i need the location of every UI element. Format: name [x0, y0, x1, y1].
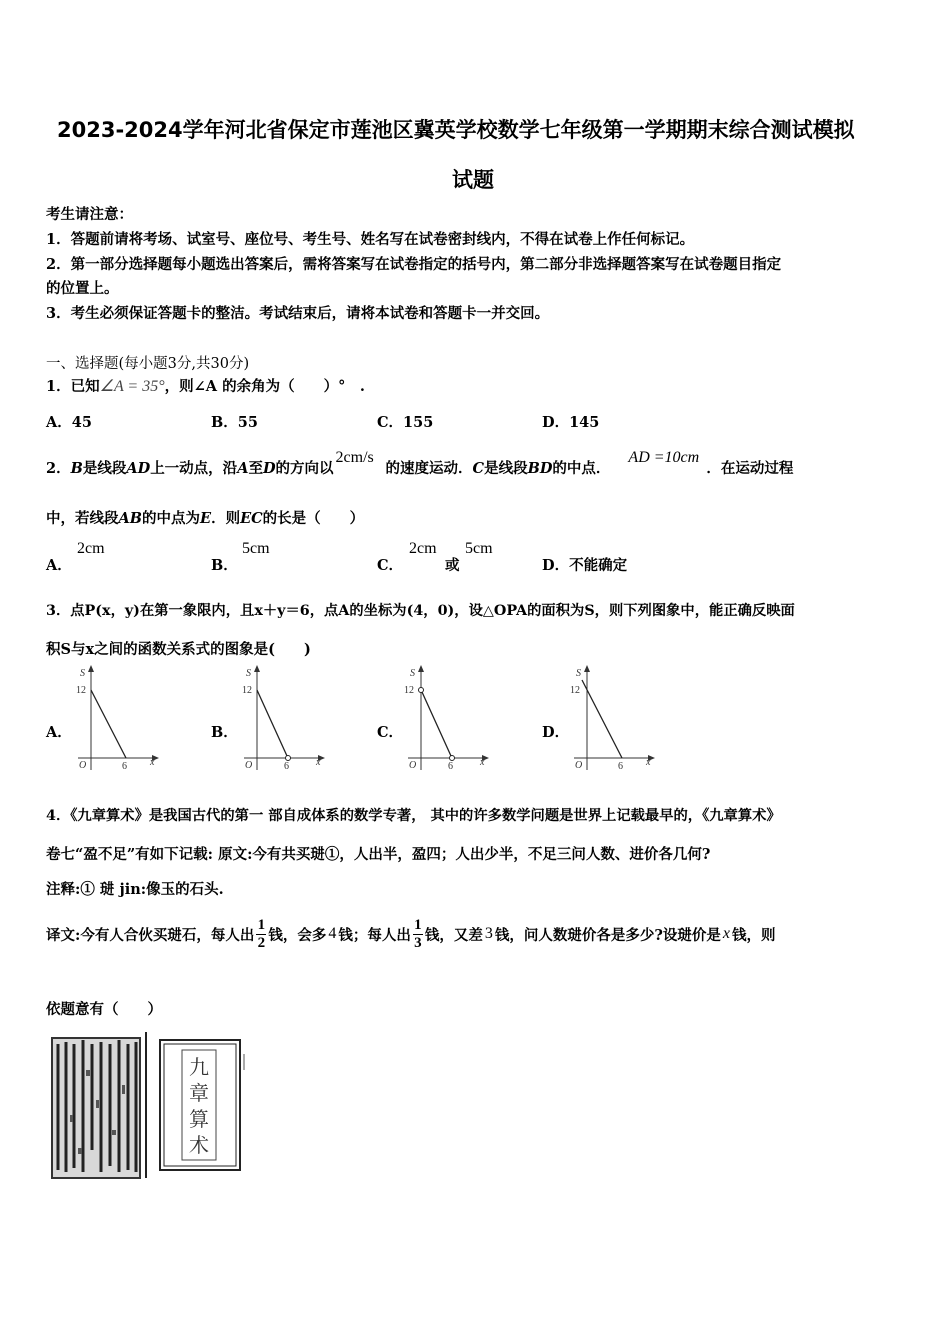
question-4-line-1: 4．《九章算术》是我国古代的第一 部自成体系的数学专著， 其中的许多数学问题是世界上记载最早的，《九章算术》 [46, 808, 781, 824]
q2-var: D [262, 460, 276, 477]
q2-text: 至 [248, 460, 263, 477]
q2-text: 的中点． [552, 460, 611, 477]
graph-line [422, 692, 451, 756]
origin-label: O [575, 760, 583, 771]
q1-option-d: D．145 [542, 414, 600, 431]
q2-var: AB [118, 510, 143, 527]
question-2-line-1 [46, 449, 794, 478]
q2-text: ．在运动过程 [706, 460, 794, 477]
y-label: S [576, 668, 581, 679]
q1-math: ∠A = 35° [99, 378, 165, 395]
notice-item-1: 1．答题前请将考场、试室号、座位号、考生号、姓名写在试卷密封线内，不得在试卷上作任何标记。 [46, 231, 695, 248]
question-2-line-2 [46, 507, 364, 528]
x-label: x [480, 757, 485, 768]
x-tick: 6 [284, 761, 289, 772]
q3-option-c-label: C． [377, 724, 404, 741]
open-endpoint-top [419, 688, 424, 693]
fraction-half [256, 917, 266, 952]
q4-text: 钱，又差 [424, 926, 483, 944]
y-label: S [246, 668, 251, 679]
x-label: x [646, 757, 651, 768]
q2-var: BD [527, 460, 553, 477]
book-char-1: 九 [189, 1055, 209, 1079]
q4-text: 译文:今有人合伙买琎石，每人出 [46, 926, 255, 944]
q2-text: ．则 [211, 510, 241, 527]
x-tick: 6 [618, 761, 623, 772]
denominator: 3 [414, 934, 422, 951]
question-3-line-1: 3．点P(x，y)在第一象限内，且x＋y＝6，点A的坐标为(4，0)，设△OPA的面积为S，则下列图象中，能正确反映面 [46, 603, 795, 619]
q3-graph-b [236, 662, 336, 774]
fraction-third [413, 917, 423, 952]
y-label: S [410, 668, 415, 679]
y-tick: 12 [76, 685, 86, 696]
q2-var: B [70, 460, 83, 477]
q1-option-b: B．55 [211, 414, 258, 431]
book-image [50, 1030, 246, 1180]
question-4-line-4 [46, 912, 775, 956]
q4-text: 钱，则 [731, 926, 776, 944]
question-4-line-3: 注释:① 琎 jin:像玉的石头. [46, 881, 224, 898]
q4-text: 钱；每人出 [338, 926, 411, 944]
q1-option-a: A．45 [46, 414, 92, 431]
q2-text: 的方向以 [275, 460, 334, 477]
page-title-continued: 试题 [452, 168, 494, 192]
x-label: x [316, 757, 321, 768]
notice-item-3: 3．考生必须保证答题卡的整洁。考试结束后，请将本试卷和答题卡一并交回。 [46, 305, 550, 322]
q2-option-b: B． [211, 557, 238, 574]
q4-text: 钱，会多 [268, 926, 327, 944]
graph-line [91, 690, 126, 758]
origin-label: O [79, 760, 87, 771]
origin-label: O [245, 760, 253, 771]
y-tick: 12 [570, 685, 580, 696]
q1-suffix: ，则∠A 的余角为（ ）° . [164, 378, 365, 395]
q3-graph-a [70, 662, 170, 774]
q2-var: E [200, 510, 212, 527]
graph-line [257, 690, 287, 756]
q2-text: 2． [46, 460, 71, 477]
q2-length: AD =10cm [628, 449, 700, 466]
q1-prefix: 1．已知 [46, 378, 100, 395]
section-heading: 一、选择题(每小题3分,共30分) [46, 356, 250, 372]
q2-text: 的长是（ ） [262, 510, 365, 527]
q2-text: 中，若线段 [46, 510, 119, 527]
q2-option-b-value: 5cm [242, 540, 270, 557]
numerator: 1 [414, 916, 422, 933]
y-tick: 12 [404, 685, 414, 696]
q2-text: 的速度运动． [385, 460, 473, 477]
q2-speed: 2cm/s [335, 449, 374, 466]
notice-heading: 考生请注意： [46, 206, 133, 223]
y-axis-arrow [254, 665, 260, 672]
q1-option-c: C．155 [377, 414, 434, 431]
q2-var: AD [126, 460, 151, 477]
open-endpoint-bottom [450, 756, 455, 761]
q2-var: C [472, 460, 485, 477]
question-1 [46, 375, 365, 396]
q2-option-c-or: 或 [445, 557, 460, 574]
page-title: 2023-2024学年河北省保定市莲池区冀英学校数学七年级第一学期期末综合测试模拟 [57, 118, 855, 142]
numerator: 1 [257, 916, 266, 933]
q2-option-c-value-2: 5cm [465, 540, 493, 557]
origin-label: O [409, 760, 417, 771]
notice-item-2: 2．第一部分选择题每小题选出答案后，需将答案写在试卷指定的括号内，第二部分非选择题答案写在试卷题目指定 [46, 256, 782, 273]
notice-item-2-cont: 的位置上。 [46, 280, 119, 297]
book-char-4: 术 [189, 1133, 209, 1157]
q3-graph-d [566, 662, 666, 774]
y-axis-arrow [418, 665, 424, 672]
x-tick: 6 [122, 761, 127, 772]
q4-variable: x [722, 925, 730, 942]
q2-text: 是线段 [82, 460, 127, 477]
q2-var: EC [240, 510, 263, 527]
x-label: x [150, 757, 155, 768]
y-axis-arrow [88, 665, 94, 672]
y-tick: 12 [242, 685, 252, 696]
q3-option-a-label: A． [46, 724, 72, 741]
q4-number: 4 [328, 925, 337, 942]
x-tick: 6 [448, 761, 453, 772]
question-4-line-2: 卷七“盈不足”有如下记载: 原文:今有共买琎①，人出半，盈四；人出少半，不足三问人数、进价各几何? [46, 846, 711, 863]
q2-option-c-value-1: 2cm [409, 540, 437, 557]
graph-line [582, 680, 622, 758]
q3-option-d-label: D． [542, 724, 570, 741]
q3-option-b-label: B． [211, 724, 238, 741]
q4-number: 3 [484, 925, 493, 942]
question-3-line-2: 积S与x之间的函数关系式的图象是( ) [46, 641, 311, 658]
q4-text: 钱，问人数琎价各是多少?设琎价是 [494, 926, 721, 944]
q2-option-a-value: 2cm [77, 540, 105, 557]
y-axis-arrow [584, 665, 590, 672]
q2-option-c: C． [377, 557, 404, 574]
q2-text: 是线段 [484, 460, 528, 477]
y-label: S [80, 668, 85, 679]
q2-option-d: D．不能确定 [542, 557, 628, 574]
book-char-2: 章 [189, 1081, 209, 1105]
q2-text: 上一动点，沿 [150, 460, 238, 477]
q3-graph-c [400, 662, 500, 774]
open-endpoint [286, 756, 291, 761]
q2-option-a: A． [46, 557, 72, 574]
book-char-3: 算 [189, 1107, 209, 1131]
question-4-line-5: 依题意有（ ） [46, 1001, 162, 1018]
q2-text: 的中点为 [142, 510, 201, 527]
q2-var: A [237, 460, 249, 477]
denominator: 2 [257, 934, 266, 951]
